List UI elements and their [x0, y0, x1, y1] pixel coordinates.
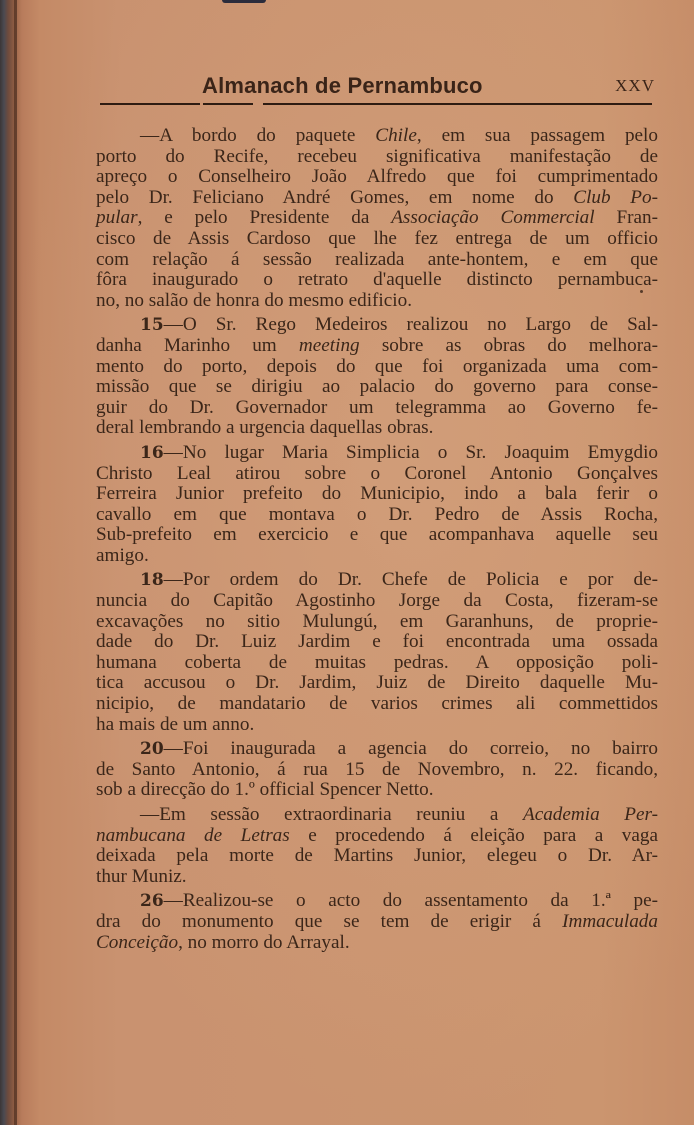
text-line — [96, 398, 658, 419]
text-line — [96, 167, 658, 188]
entry-day-18 — [96, 570, 658, 735]
text-line — [96, 739, 658, 760]
text-line — [96, 126, 658, 147]
text-run: ha mais de um anno. — [96, 713, 255, 735]
text-run: apreço o Conselheiro João Alfredo que foi cumprimentado — [96, 166, 658, 188]
text-run: nicipio, de mandatario de varios crimes ali commettidos — [96, 693, 658, 715]
entry-date: 26 — [140, 891, 164, 912]
text-run: tica accusou o Dr. Jardim, Juiz de Direito daquelle Mu- — [96, 672, 658, 694]
text-run: —Realizou-se o acto do assentamento da 1.ª pe- — [163, 890, 658, 912]
text-line — [96, 826, 658, 847]
text-line — [96, 546, 658, 567]
text-run: —O Sr. Rego Medeiros realizou no Largo de Sal- — [163, 314, 658, 336]
entry — [96, 805, 658, 887]
running-title: Almanach de Pernambuco — [202, 73, 483, 98]
text-run: —A bordo do paquete — [140, 125, 376, 146]
text-run: —No lugar Maria Simplicia o Sr. Joaquim Emygdio — [163, 441, 658, 463]
text-run: pelo Dr. Feliciano André Gomes, em nome do — [96, 186, 574, 208]
italic-term: Chile — [375, 125, 417, 146]
text-run: mento do porto, depois do que foi organizada uma com- — [96, 355, 658, 377]
text-line — [96, 188, 658, 209]
text-line — [96, 505, 658, 526]
text-run: guir do Dr. Governador um telegramma ao Governo fe- — [96, 396, 658, 418]
text-run: Ferreira Junior prefeito do Municipio, indo a bala ferir o — [96, 483, 658, 505]
text-run: deixada pela morte de Martins Junior, elegeu o Dr. Ar- — [96, 845, 658, 867]
text-run: fôra inaugurado o retrato d'aquelle distincto pernambuca- — [96, 269, 658, 291]
text-line — [96, 484, 658, 505]
text-line — [96, 377, 658, 398]
text-run: —Foi inaugurada a agencia do correio, no bairro — [163, 738, 658, 760]
text-run: cavallo em que montava o Dr. Pedro de Assis Rocha, — [96, 503, 658, 525]
text-line — [96, 612, 658, 633]
text-run: danha Marinho um — [96, 334, 299, 356]
text-run: nuncia do Capitão Agostinho Jorge da Costa, fizeram-se — [96, 590, 658, 612]
entry-date: 16 — [140, 442, 164, 463]
page-number: XXV — [615, 76, 655, 95]
text-line — [96, 673, 658, 694]
text-line — [96, 570, 658, 591]
entry-date: 20 — [140, 739, 164, 760]
italic-term: nambucana de Letras — [96, 824, 290, 846]
text-line — [96, 208, 658, 229]
entry-day-16 — [96, 443, 658, 567]
text-line — [96, 912, 658, 933]
text-line — [96, 632, 658, 653]
text-line — [96, 694, 658, 715]
chronicle-text — [96, 126, 658, 957]
text-run: thur Muniz. — [96, 865, 187, 887]
text-run: Sub-prefeito em exercicio e que acompanhava aquelle seu — [96, 524, 658, 546]
italic-term: Conceição — [96, 931, 179, 953]
italic-term: Club Po- — [573, 186, 658, 208]
text-run: deral lembrando a urgencia daquellas obras. — [96, 417, 434, 439]
text-run: , e pelo Presidente da — [137, 207, 392, 229]
entry — [96, 126, 658, 311]
text-run: dade do Dr. Luiz Jardim e foi encontrada uma ossada — [96, 631, 658, 653]
text-run: no, no salão de honra do mesmo edificio. — [96, 289, 412, 311]
text-line — [96, 291, 658, 312]
italic-term: meeting — [298, 334, 360, 356]
text-run: —Por ordem do Dr. Chefe de Policia e por de- — [163, 569, 658, 591]
text-line — [96, 270, 658, 291]
header-rule — [263, 103, 652, 105]
ink-blot — [222, 0, 266, 3]
header-rule — [100, 103, 200, 105]
text-run: porto do Recife, recebeu significativa manifestação de — [96, 145, 658, 167]
paragraph-gap — [96, 953, 658, 957]
text-run: sob a direcção do 1.º official Spencer Netto. — [96, 779, 434, 801]
text-run: de Santo Antonio, á rua 15 de Novembro, n. 22. ficando, — [96, 758, 658, 780]
text-line — [96, 805, 658, 826]
header-rule — [203, 103, 253, 105]
text-line — [96, 147, 658, 168]
text-line — [96, 760, 658, 781]
text-run: , no morro do Arrayal. — [178, 931, 350, 953]
text-line — [96, 418, 658, 439]
entry-date: 18 — [140, 570, 164, 591]
page-header — [95, 70, 657, 110]
text-line — [96, 591, 658, 612]
text-run: com relação á sessão realizada ante-hontem, e em que — [96, 248, 658, 270]
text-run: Fran- — [594, 207, 658, 229]
text-run: , em sua passagem pelo — [416, 125, 658, 146]
text-run: Christo Leal atirou sobre o Coronel Antonio Gonçalves — [96, 462, 658, 484]
text-line — [96, 867, 658, 888]
text-line — [96, 336, 658, 357]
entry-date: 15 — [140, 315, 164, 336]
italic-term: Immaculada — [562, 910, 658, 932]
text-line — [96, 250, 658, 271]
text-line — [96, 780, 658, 801]
text-line — [96, 891, 658, 912]
text-run: humana coberta de muitas pedras. A opposição poli- — [96, 651, 658, 673]
text-run: —Em sessão extraordinaria reuniu a — [140, 804, 523, 825]
text-line — [96, 357, 658, 378]
text-line — [96, 229, 658, 250]
text-line — [96, 525, 658, 546]
text-run: excavações no sitio Mulungú, em Garanhuns, de proprie- — [96, 610, 658, 632]
text-line — [96, 315, 658, 336]
text-run: missão que se dirigiu ao palacio do governo para conse- — [96, 376, 658, 398]
text-run: amigo. — [96, 544, 149, 566]
entry-day-20 — [96, 739, 658, 801]
ink-speck — [640, 290, 643, 293]
text-run: cisco de Assis Cardoso que lhe fez entrega de um officio — [96, 227, 658, 249]
text-line — [96, 443, 658, 464]
entry-day-15 — [96, 315, 658, 439]
italic-term: Associação Commercial — [391, 207, 595, 229]
text-run: sobre as obras do melhora- — [359, 334, 659, 356]
page-gutter-shadow — [14, 0, 17, 1125]
entry-day-26 — [96, 891, 658, 953]
text-line — [96, 464, 658, 485]
italic-term: Academia Per- — [522, 804, 658, 825]
text-line — [96, 933, 658, 954]
book-spine — [0, 0, 14, 1125]
text-run: dra do monumento que se tem de erigir á — [96, 910, 563, 932]
text-run: e procedendo á eleição para a vaga — [289, 824, 658, 846]
text-line — [96, 715, 658, 736]
italic-term: pular — [96, 207, 138, 229]
text-line — [96, 846, 658, 867]
text-line — [96, 653, 658, 674]
